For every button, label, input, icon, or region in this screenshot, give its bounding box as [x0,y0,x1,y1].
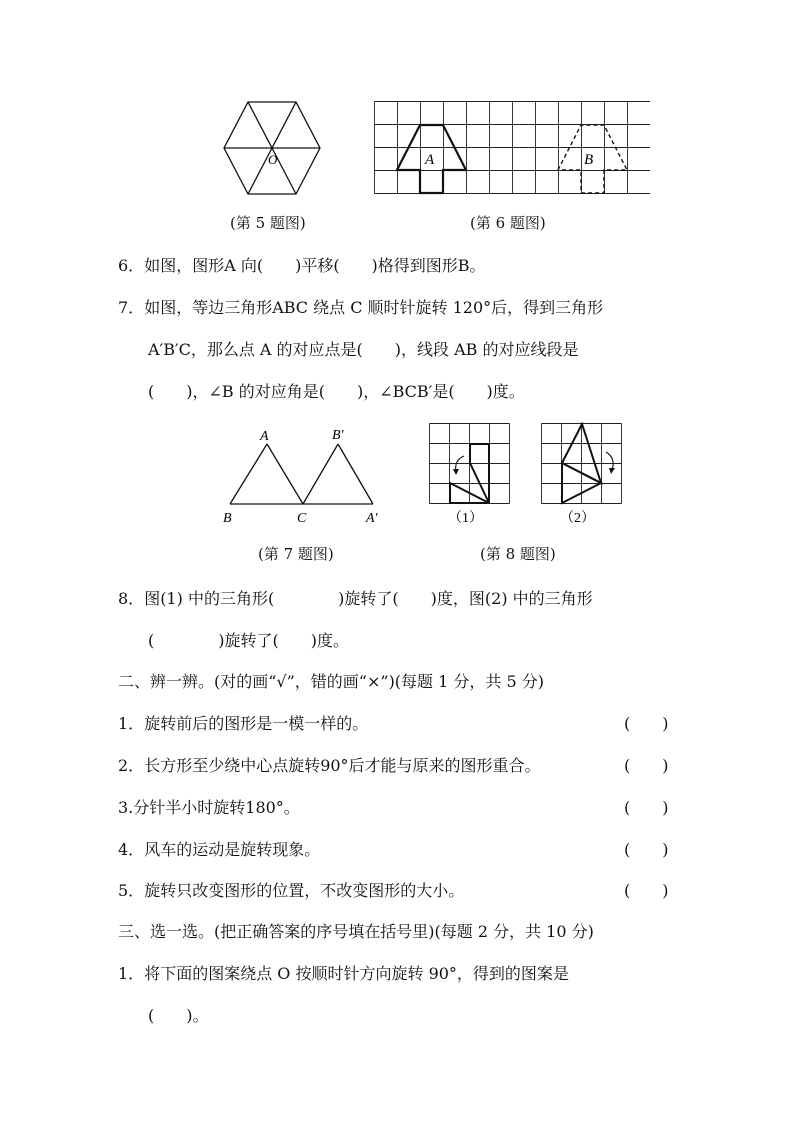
question-8-line-1 [118,586,593,609]
caption-fig7: (第 7 题图) [258,545,334,563]
judge-item-1 [118,711,368,734]
section-2-heading: 二、辨一辨。(对的画“√”，错的画“×”)(每题 1 分，共 5 分) [118,672,544,691]
caption-fig6: (第 6 题图) [470,214,546,232]
question-7-line-3: ( )，∠B 的对应角是( )，∠BCB′是( )度。 [148,382,525,401]
choice-question-1-line-2: ( )。 [148,1006,209,1025]
caption-fig8: (第 8 题图) [480,545,556,563]
item-text: 风车的运动是旋转现象。 [144,840,321,859]
answer-blank[interactable]: ( ) [624,714,669,733]
answer-blank[interactable]: ( ) [624,756,669,775]
question-7-line-2: A′B′C，那么点 A 的对应点是( )，线段 AB 的对应线段是 [148,340,579,359]
item-number: 2． [118,756,145,775]
rotation-triangles-figure [218,422,393,530]
judge-item-2 [118,753,541,776]
answer-blank[interactable]: ( ) [624,798,669,817]
vertex-b-label: B [223,511,232,526]
grid-2-caption: （2） [560,511,595,526]
shape-b-label: B [584,152,594,168]
hexagon-center-label: O [268,152,278,167]
choice-question-1-line-1 [118,961,569,984]
answer-blank[interactable]: ( ) [624,881,669,900]
clockwise-arrow-icon [606,452,613,470]
vertex-c-label: C [297,511,307,526]
item-number: 1． [118,714,145,733]
judge-item-5 [118,878,464,901]
vertex-a-prime-label: A′ [366,511,378,526]
question-6 [118,253,486,276]
vertex-a-label: A [260,429,269,444]
question-number: 8． [118,589,145,608]
translation-grid-figure [374,101,650,195]
question-number: 1． [118,964,145,983]
item-number: 5． [118,881,145,900]
answer-blank[interactable]: ( ) [624,840,669,859]
rotation-grid-1-figure [428,422,512,526]
rotation-grid-2-figure [540,422,624,526]
section-3-heading: 三、选一选。(把正确答案的序号填在括号里)(每题 2 分，共 10 分) [118,922,594,941]
question-7-line-1 [118,295,603,318]
item-number: 4． [118,840,145,859]
question-text: 如图，图形A 向( )平移( )格得到图形B。 [144,256,486,275]
judge-item-3 [118,795,300,818]
question-text: 图(1) 中的三角形( )旋转了( )度，图(2) 中的三角形 [144,589,593,608]
item-text: 旋转只改变图形的位置，不改变图形的大小。 [144,881,465,900]
shape-a-label: A [425,152,435,168]
hexagon-figure [222,100,322,196]
grid-1-caption: （1） [448,511,483,526]
question-number: 7． [118,298,145,317]
judge-item-4 [118,837,320,860]
item-text: 分针半小时旋转180°。 [133,798,300,817]
item-text: 长方形至少绕中心点旋转90°后才能与原来的图形重合。 [144,756,541,775]
question-text: 将下面的图案绕点 O 按顺时针方向旋转 90°，得到的图案是 [144,964,569,983]
question-number: 6． [118,256,145,275]
vertex-b-prime-label: B′ [332,428,344,443]
question-text: 如图，等边三角形ABC 绕点 C 顺时针旋转 120°后，得到三角形 [144,298,604,317]
item-text: 旋转前后的图形是一模一样的。 [144,714,369,733]
item-number: 3. [118,798,134,817]
caption-fig5: (第 5 题图) [230,214,306,232]
question-8-line-2: ( )旋转了( )度。 [148,631,349,650]
